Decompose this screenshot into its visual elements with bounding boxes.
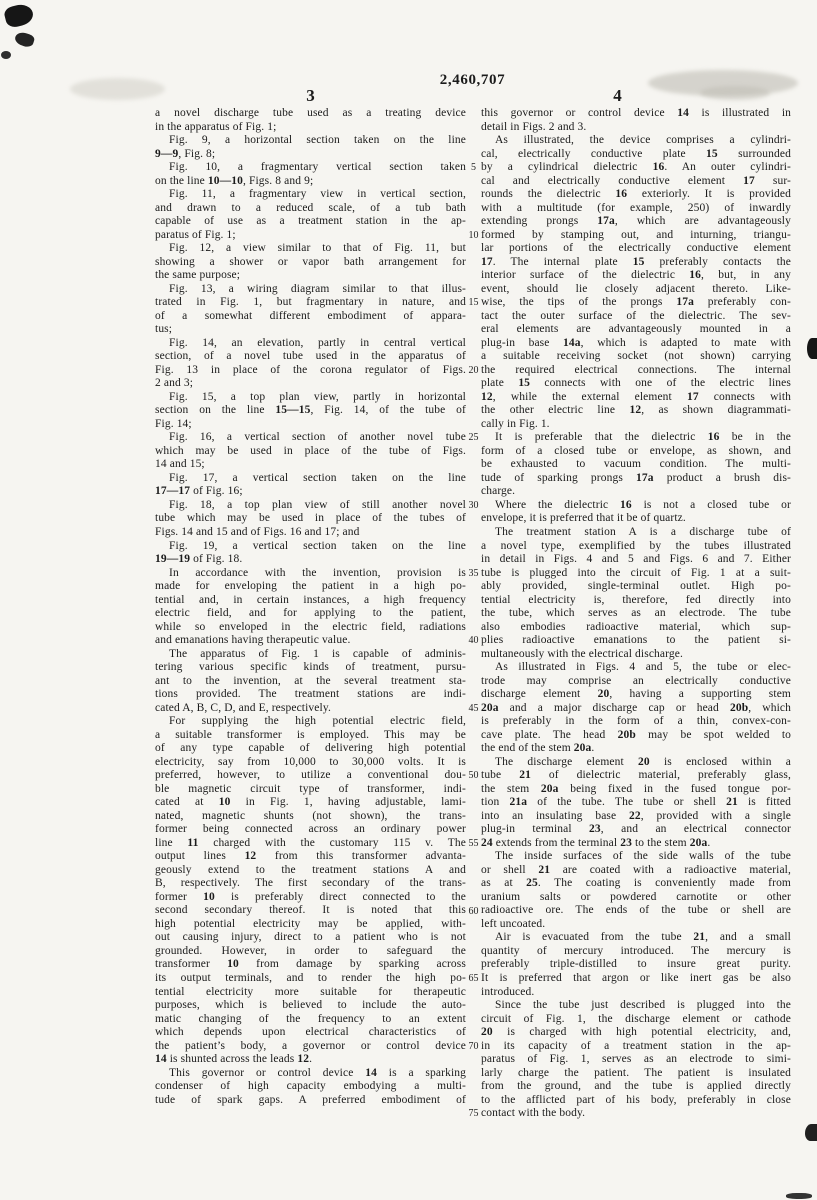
line-number: 5 [471, 162, 476, 174]
text-line: The treatment station A is a discharge tube of [495, 525, 791, 538]
text-line: line 11 charged with the customary 115 v. The [155, 836, 466, 849]
text-line: second secondary thereof. It is noted that this [155, 904, 466, 917]
line-number-cell [466, 445, 481, 513]
text-line: Where the dielectric 16 is not a closed tube or [495, 498, 791, 511]
text-line: the end of the stem 20a. [481, 742, 595, 755]
text-line: radioactive ore. The ends of the tube or shell are [481, 904, 791, 917]
column-number-left: 3 [306, 86, 315, 105]
text-line: section, of a novel tube used in the apparatus of [155, 350, 466, 363]
text-line: nated, magnetic shunts (not shown), the trans- [155, 809, 466, 822]
text-line: former 10 is preferably direct connected to the [155, 890, 466, 903]
text-line: multaneously with the electrical discharge. [481, 647, 683, 660]
text-line: paratus of Fig. 1, serves as an electrode to simi- [481, 1053, 791, 1066]
text-line: For supplying the high potential electric field, [169, 715, 466, 728]
text-line: tube is plugged into the circuit of Fig. 1 at a suit- [481, 566, 791, 579]
text-line: by a cylindrical dielectric 16. An outer cylindri- [481, 161, 791, 174]
page-body [155, 107, 791, 1121]
text-line: its output terminals, and to render the high po- [155, 972, 466, 984]
text-line: 17—17 of Fig. 16; [155, 485, 243, 498]
text-line: tential electricity is, therefore, fed directly into [481, 593, 791, 606]
text-line: It is preferable that the dielectric 16 be in the [495, 431, 791, 444]
line-number-cell [466, 1053, 481, 1121]
line-number: 30 [468, 500, 479, 512]
text-line: tact the outer surface of the dielectric. The sev- [481, 309, 791, 322]
text-line: It is preferred that argon or like inert gas be also [481, 972, 791, 984]
text-line: with a multitude (for example, 250) of inwardly [481, 201, 791, 214]
text-line: Fig. 15, a top plan view, partly in horizontal [169, 390, 466, 403]
text-line: matic changing of the frequency to an extent [155, 1012, 466, 1025]
text-line: a novel type, exemplified by the tubes illustrated [481, 539, 791, 552]
text-line: in the apparatus of Fig. 1; [155, 120, 277, 133]
text-line: high potential electricity may be applied, with- [155, 917, 466, 930]
text-line: 19—19 of Fig. 18. [155, 553, 243, 566]
line-number-cell [466, 918, 481, 986]
text-line: trated in Fig. 1, but fragmentary in nature, and [155, 296, 466, 309]
text-line: on the line 10—10, Figs. 8 and 9; [155, 174, 314, 187]
text-line: be exhausted to vacuum condition. The multi- [481, 458, 791, 471]
line-number: 15 [468, 297, 479, 309]
text-line: Fig. 10, a fragmentary vertical section taken [169, 161, 466, 174]
text-line: ble magnetic circuit type of transformer, indi- [155, 782, 466, 795]
text-line: from the ground, and the tube is applied directly [481, 1080, 791, 1093]
text-line: Fig. 18, a top plan view of still another novel [169, 498, 466, 511]
text-line: preferred, however, to utilize a conventional dou- [155, 769, 466, 782]
text-line: Since the tube just described is plugged into the [495, 999, 791, 1012]
line-number: 65 [468, 973, 479, 985]
line-number-cell [466, 648, 481, 716]
line-number-cell [466, 513, 481, 581]
text-line: rounds the dielectric 16 exteriorly. It is provided [481, 188, 791, 201]
text-line: tions provided. The treatment stations are indi- [155, 688, 466, 701]
text-line: a suitable transformer is employed. This may be [155, 728, 466, 741]
text-line: Figs. 14 and 15 and of Figs. 16 and 17; and [155, 525, 360, 538]
text-line: transformer 10 from damage by sparking across [155, 958, 466, 971]
text-line: section on the line 15—15, Fig. 14, of the tube of [155, 404, 466, 417]
text-line: plug-in base 14a, which is adapted to mate with [481, 336, 791, 349]
line-number-cell [466, 783, 481, 851]
line-number-cell [466, 377, 481, 445]
text-line: of any type capable of delivering high potential [155, 742, 466, 755]
text-line: cal and electrically conductive element 17 sur- [481, 174, 791, 187]
line-number: 40 [468, 635, 479, 647]
text-line: Air is evacuated from the tube 21, and a small [495, 931, 791, 944]
text-line: a novel discharge tube used as a treating device [155, 107, 466, 119]
text-line: 14 and 15; [155, 458, 205, 471]
text-line: 12, while the external element 17 connects with [481, 390, 791, 403]
line-number: 20 [468, 364, 479, 376]
text-line: tential electricity more suitable for therapeutic [155, 985, 466, 998]
text-line: Fig. 13 in place of the corona regulator of Figs. [155, 363, 466, 376]
text-line: detail in Figs. 2 and 3. [481, 120, 587, 133]
line-number-cell [466, 175, 481, 243]
text-line: Fig. 14; [155, 417, 192, 430]
text-line: Fig. 19, a vertical section taken on the line [169, 539, 466, 552]
text-line: tion 21a of the tube. The tube or shell 21 is fitted [481, 796, 791, 809]
text-line: 20a and a major discharge cap or head 20b, which [481, 701, 791, 714]
text-line: tude of spark gaps. A preferred embodiment of [155, 1093, 466, 1106]
text-line: tering various specific kinds of treatment, pursu- [155, 661, 466, 674]
text-line: Fig. 11, a fragmentary view in vertical section, [169, 188, 466, 201]
text-line: the required electrical connections. The internal [481, 363, 791, 376]
text-line: This governor or control device 14 is a sparking [169, 1066, 466, 1079]
line-number: 75 [468, 1108, 479, 1120]
text-line: the same purpose; [155, 269, 241, 282]
column-3-text [155, 107, 466, 1121]
text-line: while so enveloped in the electric field, radiations [155, 620, 466, 633]
scan-smudge [70, 78, 165, 100]
text-line: tube 21 of dielectric material, preferably glass, [481, 769, 791, 782]
text-line: in detail in Figs. 4 and 5 and Figs. 6 and 7. Either [481, 553, 791, 566]
text-line: 9—9, Fig. 8; [155, 147, 216, 160]
text-line: Fig. 13, a wiring diagram similar to that illus- [169, 282, 466, 295]
text-line: out causing injury, direct to a patient who is not [155, 931, 466, 944]
text-line: cated A, B, C, D, and E, respectively. [155, 701, 331, 714]
text-line: In accordance with the invention, provision is [169, 566, 466, 579]
line-number-cell [466, 851, 481, 919]
scan-mark [13, 30, 35, 48]
text-line: left uncoated. [481, 917, 546, 930]
text-line: 20 is charged with high potential electricity, and, [481, 1026, 791, 1039]
text-line: electricity, say from 10,000 to 30,000 volts. It is [155, 755, 466, 768]
text-line: geously extend to the treatment stations A and [155, 863, 466, 876]
text-line: ant to the invention, at the several treatment sta- [155, 674, 466, 687]
patent-number: 2,460,707 [439, 72, 506, 88]
line-number-cell [466, 107, 481, 175]
text-line: lar portions of the electrically conductive element [481, 242, 791, 255]
text-line: tential and, in certain instances, a high frequency [155, 593, 466, 606]
text-line: The apparatus of Fig. 1 is capable of adminis- [169, 647, 466, 660]
text-line: formed by stamping out, and inturning, triangu- [481, 228, 791, 241]
text-line: also embodies radioactive material, which sup- [481, 620, 791, 633]
scan-mark [805, 1124, 817, 1141]
text-line: tus; [155, 323, 173, 336]
text-line: as at 25. The coating is conveniently made from [481, 877, 791, 890]
scan-mark [807, 338, 817, 359]
text-line: As illustrated, the device comprises a cylindri- [495, 134, 791, 147]
text-line: The inside surfaces of the side walls of the tube [495, 850, 791, 863]
text-line: contact with the body. [481, 1107, 586, 1120]
line-number: 55 [468, 838, 479, 850]
column-4-text [481, 107, 791, 1121]
text-line: introduced. [481, 985, 535, 998]
line-number-cell [466, 715, 481, 783]
text-line: into an insulating base 22, provided with a single [481, 809, 791, 822]
text-line: 24 extends from the terminal 23 to the stem 20a. [481, 836, 711, 849]
text-line: form of a closed tube or envelope, as shown, and [481, 444, 791, 457]
text-line: condenser of high capacity embodying a multi- [155, 1080, 466, 1093]
line-number-cell [466, 580, 481, 648]
text-line: plate 15 connects with one of the electric lines [481, 377, 791, 390]
line-number: 45 [468, 702, 479, 714]
text-line: and drawn to a reduced scale, of a tub bath [155, 201, 466, 214]
text-line: former being connected across an ordinary power [155, 823, 466, 836]
line-number-cell [466, 310, 481, 378]
scan-mark [1, 51, 11, 59]
line-number: 35 [468, 567, 479, 579]
text-line: cally in Fig. 1. [481, 417, 550, 430]
text-line: uranium salts or powdered carnotite or other [481, 890, 791, 903]
text-line: cal, electrically conductive plate 15 surrounded [481, 147, 791, 160]
text-line: eral elements are advantageously mounted in a [481, 323, 791, 336]
text-line: event, should lie closely adjacent thereto. Like- [481, 282, 791, 295]
text-line: tude of sparking prongs 17a product a brush dis- [481, 471, 791, 484]
text-line: plies radioactive emanations to the patient si- [481, 634, 791, 647]
text-line: wise, the tips of the prongs 17a preferably con- [481, 296, 791, 309]
text-line: purposes, which is believed to include the auto- [155, 999, 466, 1012]
text-line: cated at 10 in Fig. 1, having adjustable, lami- [155, 796, 466, 809]
line-number-cell [466, 242, 481, 310]
text-line: quantity of mercury introduced. The mercury is [481, 944, 791, 957]
column-number-right: 4 [613, 86, 622, 105]
line-number-cell [466, 986, 481, 1054]
text-line: charge. [481, 485, 516, 498]
text-line: grounded. However, in order to safeguard the [155, 944, 466, 957]
text-line: discharge element 20, having a supporting stem [481, 688, 791, 701]
text-line: circuit of Fig. 1, the discharge element or cathode [481, 1012, 791, 1025]
text-line: Fig. 16, a vertical section of another novel tube [169, 431, 466, 444]
text-line: and emanations having therapeutic value. [155, 634, 351, 647]
text-line: output lines 12 from this transformer advanta- [155, 850, 466, 863]
text-line: ably provided, single-terminal outlet. High po- [481, 580, 791, 593]
text-line: in its capacity of a treatment station in the ap- [481, 1039, 791, 1052]
text-line: larly charge the patient. The patient is insulated [481, 1066, 791, 1079]
text-line: B, respectively. The first secondary of the trans- [155, 877, 466, 890]
text-line: Fig. 9, a horizontal section taken on the line [169, 134, 466, 147]
line-number: 50 [468, 770, 479, 782]
text-line: As illustrated in Figs. 4 and 5, the tube or elec- [495, 661, 791, 674]
line-number: 25 [468, 432, 479, 444]
text-line: to the afflicted part of his body, preferably in close [481, 1093, 791, 1106]
text-line: is preferably in the form of a thin, convex-con- [481, 715, 791, 728]
text-line: which depends upon electrical characteristics of [155, 1026, 466, 1039]
text-line: made for enveloping the patient in a high po- [155, 580, 466, 593]
text-line: preferably triple-distilled to insure great purity. [481, 958, 791, 971]
text-line: Fig. 14, an elevation, partly in central vertical [169, 336, 466, 349]
text-line: cave plate. The head 20b may be spot welded to [481, 728, 791, 741]
line-number-gutter [466, 107, 481, 1121]
text-line: 14 is shunted across the leads 12. [155, 1053, 313, 1066]
text-line: the other electric line 12, as shown diagrammati- [481, 404, 791, 417]
text-line: Fig. 12, a view similar to that of Fig. 11, but [169, 242, 466, 255]
text-line: the stem 20a being fixed in the fused tongue por- [481, 782, 791, 795]
text-line: plug-in terminal 23, and an electrical connector [481, 823, 791, 836]
line-number: 10 [468, 229, 479, 241]
text-line: the patient’s body, a governor or control device [155, 1039, 466, 1052]
text-line: extending prongs 17a, which are advantageously [481, 215, 791, 228]
text-line: a suitable receiving socket (not shown) carrying [481, 350, 791, 363]
text-line: interior surface of the dielectric 16, but, in any [481, 269, 791, 282]
text-line: the tube, which serves as an electrode. The tube [481, 607, 791, 620]
text-line: tube which may be used in place of the tubes of [155, 512, 466, 525]
text-line: or shell 21 are coated with a radioactive material, [481, 863, 791, 876]
text-line: Fig. 17, a vertical section taken on the line [169, 471, 466, 484]
scan-mark [3, 2, 35, 29]
text-line: showing a shower or vapor bath arrangement for [155, 255, 466, 268]
text-line: which may be used in place of the tube of Figs. [155, 444, 466, 457]
line-number: 60 [468, 905, 479, 917]
text-line: electric field, and for applying to the patient, [155, 607, 466, 620]
text-line: this governor or control device 14 is illustrated in [481, 107, 791, 119]
text-line: capable of use as a treatment station in the ap- [155, 215, 466, 228]
line-number: 70 [468, 1040, 479, 1052]
text-line: of a somewhat different embodiment of appara- [155, 309, 466, 322]
scan-mark [786, 1193, 812, 1199]
text-line: trode may comprise an electrically conductive [481, 674, 791, 687]
text-line: paratus of Fig. 1; [155, 228, 236, 241]
text-line: 2 and 3; [155, 377, 194, 390]
text-line: The discharge element 20 is enclosed within a [495, 755, 791, 768]
text-line: envelope, it is preferred that it be of quartz. [481, 512, 686, 525]
text-line: 17. The internal plate 15 preferably contacts the [481, 255, 791, 268]
